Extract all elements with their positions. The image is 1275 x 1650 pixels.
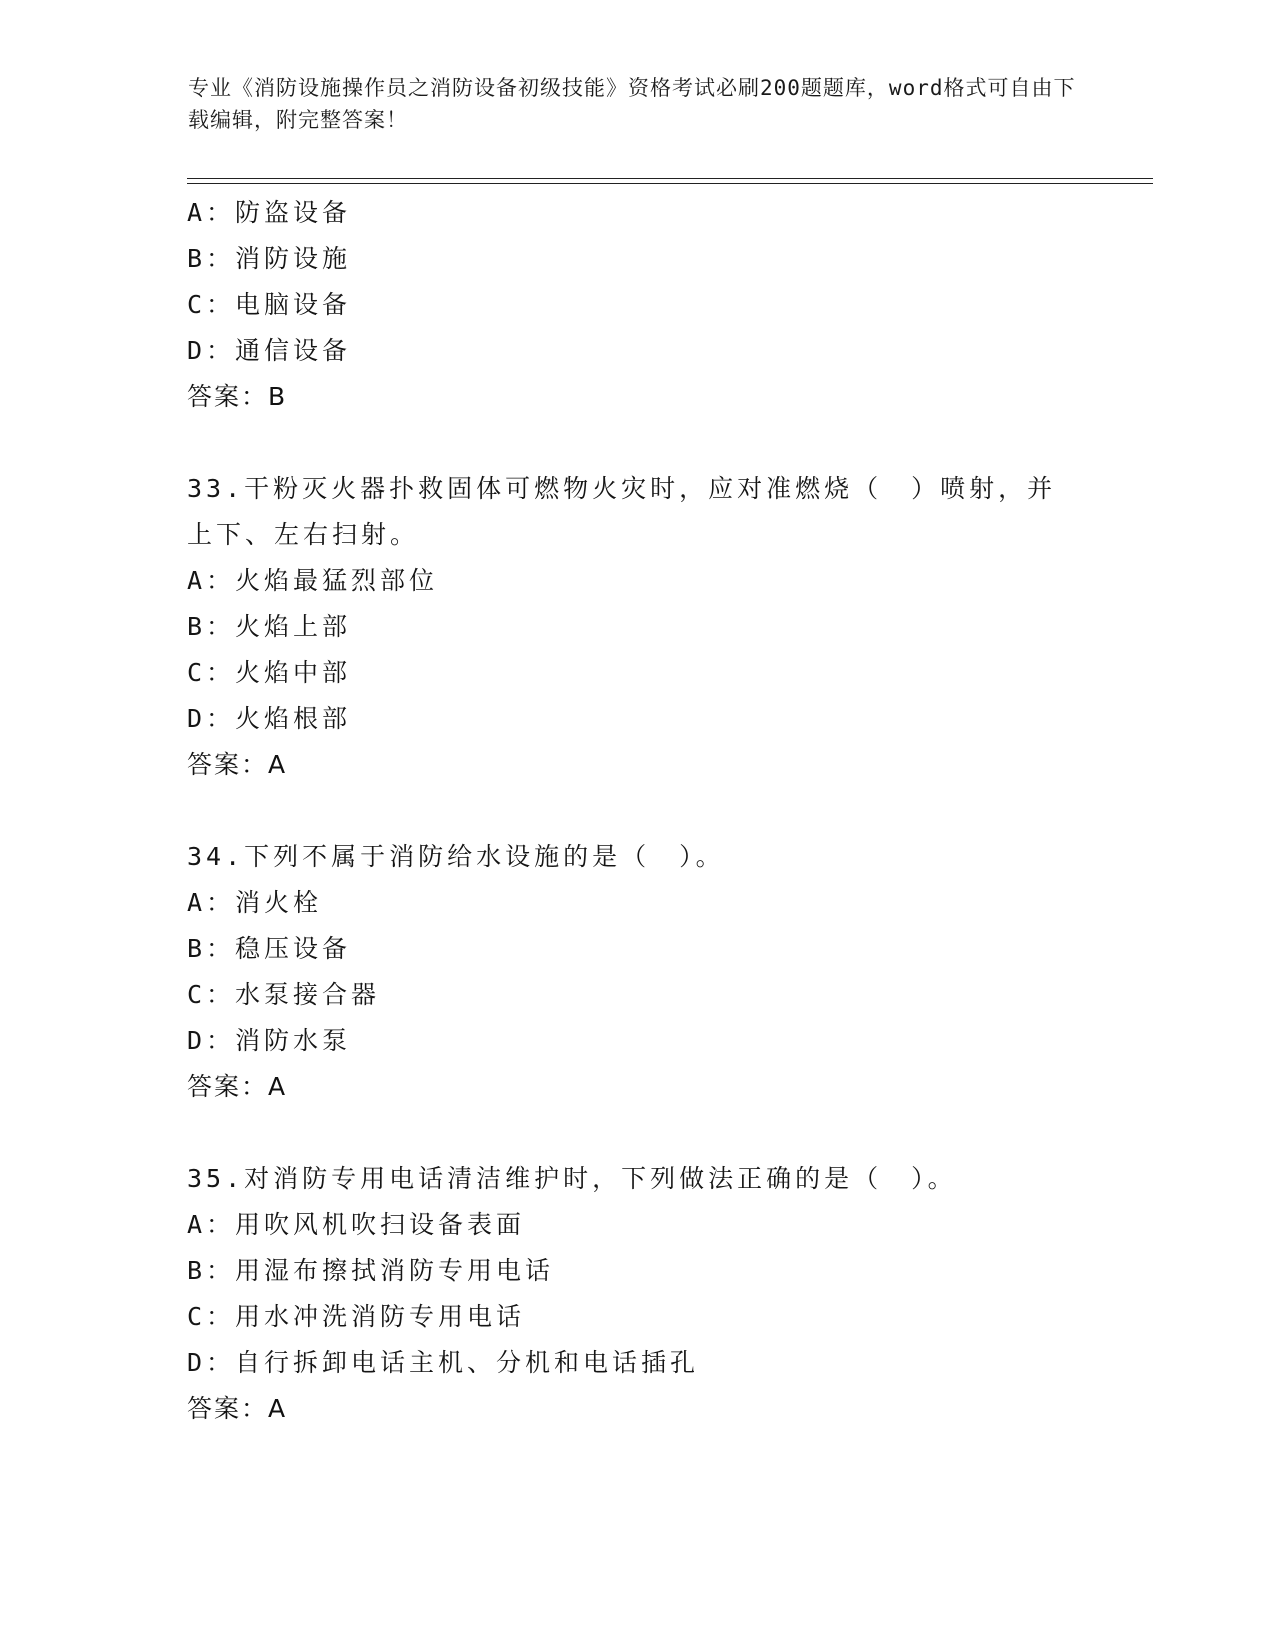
question-block-34 — [187, 834, 1087, 1110]
option-a: A：防盗设备 — [187, 198, 352, 227]
question-stem: 33.干粉灭火器扑救固体可燃物火灾时，应对准燃烧（ ）喷射，并上下、左右扫射。 — [187, 474, 1057, 549]
header-divider-top — [187, 178, 1153, 179]
option-c: C：水泵接合器 — [187, 980, 381, 1009]
question-block-33 — [187, 466, 1087, 788]
answer-line: 答案：B — [187, 382, 288, 411]
answer-line: 答案：A — [187, 750, 288, 779]
spacer — [187, 420, 1087, 466]
question-stem: 34.下列不属于消防给水设施的是（ ）。 — [187, 842, 725, 871]
option-b: B：用湿布擦拭消防专用电话 — [187, 1256, 555, 1285]
document-header: 专业《消防设施操作员之消防设备初级技能》资格考试必刷200题题库，word格式可自由下载编辑，附完整答案！ — [188, 76, 1076, 132]
option-b: B：稳压设备 — [187, 934, 352, 963]
option-d: D：火焰根部 — [187, 704, 352, 733]
question-block-prev — [187, 190, 1087, 420]
option-d: D：通信设备 — [187, 336, 352, 365]
option-c: C：火焰中部 — [187, 658, 352, 687]
option-b: B：消防设施 — [187, 244, 352, 273]
option-b: B：火焰上部 — [187, 612, 352, 641]
question-stem: 35.对消防专用电话清洁维护时，下列做法正确的是（ ）。 — [187, 1164, 957, 1193]
spacer — [187, 788, 1087, 834]
option-d: D：消防水泵 — [187, 1026, 352, 1055]
answer-line: 答案：A — [187, 1394, 288, 1423]
spacer — [187, 1110, 1087, 1156]
option-a: A：用吹风机吹扫设备表面 — [187, 1210, 526, 1239]
answer-line: 答案：A — [187, 1072, 288, 1101]
option-c: C：电脑设备 — [187, 290, 352, 319]
question-block-35 — [187, 1156, 1087, 1432]
header-divider-bottom — [187, 183, 1153, 184]
option-c: C：用水冲洗消防专用电话 — [187, 1302, 526, 1331]
question-list — [187, 190, 1087, 1432]
option-a: A：火焰最猛烈部位 — [187, 566, 439, 595]
option-d: D：自行拆卸电话主机、分机和电话插孔 — [187, 1348, 700, 1377]
option-a: A：消火栓 — [187, 888, 323, 917]
